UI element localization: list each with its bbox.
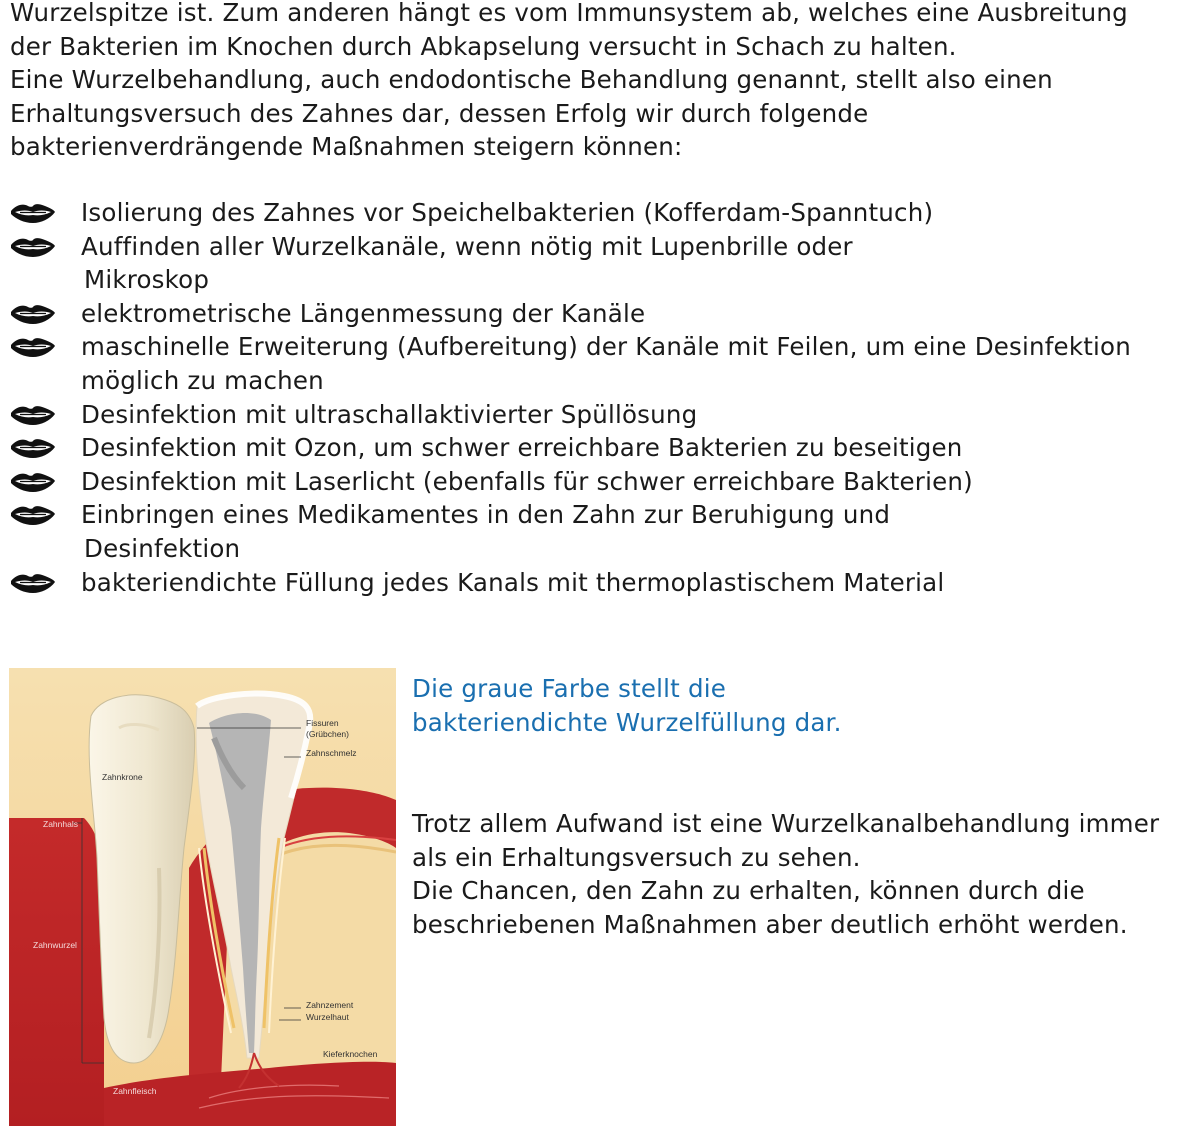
label-gruebchen: (Grübchen) [306, 729, 349, 739]
label-fissuren: Fissuren [306, 718, 339, 728]
lips-bullet-icon [10, 572, 56, 594]
closing-line: als ein Erhaltungsversuch zu sehen. [412, 842, 861, 872]
list-item-text: Einbringen eines Medikamentes in den Zahn zur Beruhigung und [81, 500, 891, 530]
closing-line: Trotz allem Aufwand ist eine Wurzelkanalbehandlung immer [412, 809, 1160, 838]
intro-line: Eine Wurzelbehandlung, auch endodontische Behandlung genannt, stellt also einen [10, 65, 1053, 95]
list-item [10, 465, 1175, 499]
intro-line: Wurzelspitze ist. Zum anderen hängt es vom Immunsystem ab, welches eine Ausbreitung [10, 0, 1128, 27]
list-item [10, 196, 1175, 230]
label-zahnkrone: Zahnkrone [102, 772, 143, 782]
label-wurzelhaut: Wurzelhaut [306, 1012, 349, 1022]
list-item-text: bakteriendichte Füllung jedes Kanals mit thermoplastischem Material [81, 567, 945, 597]
list-item [10, 297, 1175, 331]
tooth-anatomy-illustration [9, 668, 396, 1126]
list-item-text: Mikroskop [84, 265, 210, 295]
lips-bullet-icon [10, 471, 56, 493]
tooth-diagram [9, 668, 396, 1126]
lips-bullet-icon [10, 404, 56, 426]
list-item-text: Desinfektion mit Laserlicht (ebenfalls für schwer erreichbare Bakterien) [81, 466, 973, 496]
list-item-text: elektrometrische Längenmessung der Kanäle [81, 298, 646, 328]
list-item [10, 498, 1175, 565]
label-zahnhals: Zahnhals [43, 819, 78, 829]
closing-paragraph [412, 807, 1177, 941]
list-item [10, 330, 1175, 397]
caption-line: Die graue Farbe stellt die [412, 674, 726, 703]
list-item-text: Isolierung des Zahnes vor Speichelbakterien (Kofferdam-Spanntuch) [81, 198, 934, 227]
intro-line: der Bakterien im Knochen durch Abkapselung versucht in Schach zu halten. [10, 31, 957, 61]
label-zahnwurzel: Zahnwurzel [33, 940, 77, 950]
lips-bullet-icon [10, 504, 56, 526]
closing-line: Die Chancen, den Zahn zu erhalten, können durch die [412, 876, 1085, 906]
list-item [10, 398, 1175, 432]
measures-list [10, 196, 1175, 599]
list-item [10, 431, 1175, 465]
list-item-text: Desinfektion mit Ozon, um schwer erreichbare Bakterien zu beseitigen [81, 433, 963, 463]
label-zahnschmelz: Zahnschmelz [306, 748, 357, 758]
list-item-text: Auffinden aller Wurzelkanäle, wenn nötig mit Lupenbrille oder [81, 231, 853, 261]
lips-bullet-icon [10, 202, 56, 224]
lips-bullet-icon [10, 336, 56, 358]
gum-left [9, 818, 104, 1126]
list-item-text: maschinelle Erweiterung (Aufbereitung) der Kanäle mit Feilen, um eine Desinfektion [81, 332, 1131, 362]
lips-bullet-icon [10, 437, 56, 459]
list-item [10, 566, 1175, 600]
list-item-text: möglich zu machen [81, 365, 324, 395]
list-item [10, 230, 1175, 297]
lips-bullet-icon [10, 303, 56, 325]
list-item-text: Desinfektion mit ultraschallaktivierter Spüllösung [81, 399, 698, 429]
figure-caption [412, 672, 1112, 739]
list-item-text: Desinfektion [84, 533, 241, 563]
closing-line: beschriebenen Maßnahmen aber deutlich erhöht werden. [412, 909, 1128, 939]
label-zahnzement: Zahnzement [306, 1000, 354, 1010]
caption-line: bakteriendichte Wurzelfüllung dar. [412, 707, 842, 737]
label-zahnfleisch: Zahnfleisch [113, 1086, 157, 1096]
label-kieferknochen: Kieferknochen [323, 1049, 378, 1059]
intro-line: Erhaltungsversuch des Zahnes dar, dessen Erfolg wir durch folgende [10, 98, 869, 128]
lips-bullet-icon [10, 236, 56, 258]
intro-line: bakterienverdrängende Maßnahmen steigern können: [10, 132, 683, 162]
intro-paragraph [10, 0, 1170, 164]
